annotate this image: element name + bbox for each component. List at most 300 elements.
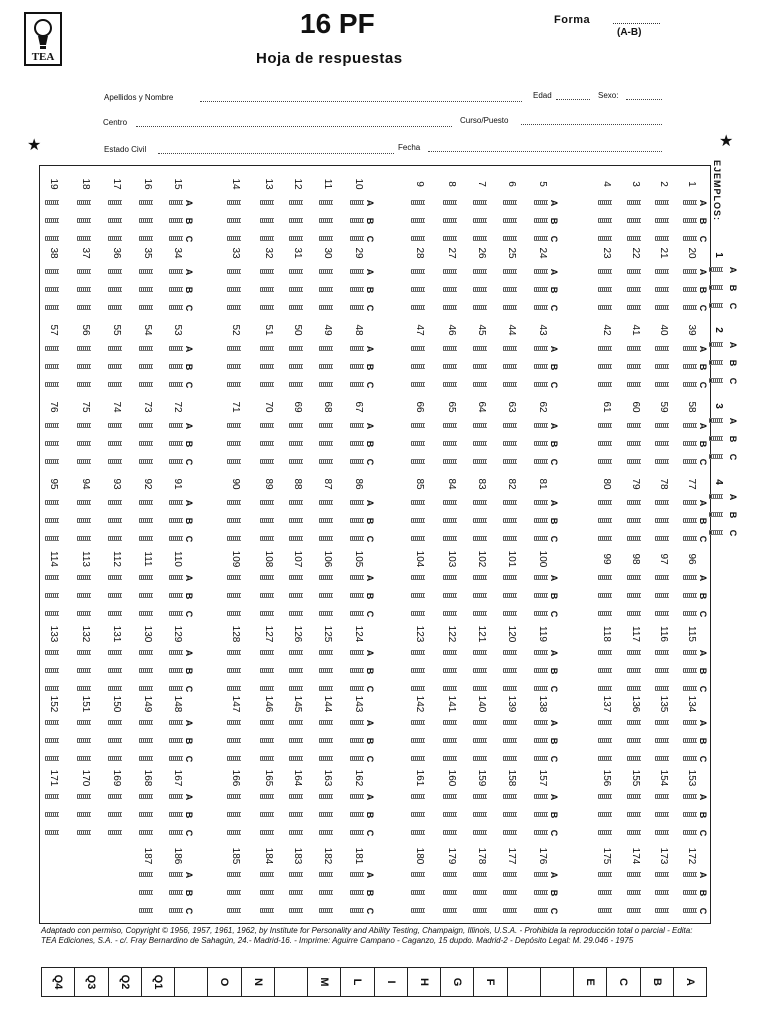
answer-bubble-c[interactable] (683, 536, 697, 541)
answer-bubble-a[interactable] (443, 423, 457, 428)
answer-bubble-a[interactable] (473, 346, 487, 351)
answer-bubble-b[interactable] (289, 593, 303, 598)
answer-bubble-a[interactable] (443, 720, 457, 725)
answer-bubble-a[interactable] (139, 650, 153, 655)
answer-bubble-a[interactable] (45, 500, 59, 505)
answer-bubble-a[interactable] (289, 575, 303, 580)
answer-bubble-a[interactable] (411, 650, 425, 655)
answer-bubble-c[interactable] (627, 908, 641, 913)
answer-bubble-b[interactable] (598, 593, 612, 598)
answer-bubble-b[interactable] (655, 593, 669, 598)
answer-bubble-b[interactable] (45, 218, 59, 223)
answer-bubble-b[interactable] (683, 364, 697, 369)
answer-bubble-c[interactable] (503, 536, 517, 541)
answer-bubble-b[interactable] (227, 890, 241, 895)
answer-bubble-c[interactable] (598, 382, 612, 387)
answer-bubble-b[interactable] (260, 668, 274, 673)
answer-bubble-a[interactable] (260, 200, 274, 205)
answer-bubble-a[interactable] (108, 200, 122, 205)
answer-bubble-a[interactable] (45, 794, 59, 799)
answer-bubble-c[interactable] (289, 830, 303, 835)
answer-bubble-c[interactable] (260, 305, 274, 310)
answer-bubble-a[interactable] (289, 200, 303, 205)
answer-bubble-c[interactable] (108, 536, 122, 541)
answer-bubble-b[interactable] (45, 593, 59, 598)
answer-bubble-a[interactable] (350, 200, 364, 205)
factor-cell[interactable] (109, 968, 142, 996)
answer-bubble-c[interactable] (655, 908, 669, 913)
answer-bubble-b[interactable] (319, 593, 333, 598)
answer-bubble-b[interactable] (169, 593, 183, 598)
answer-bubble-c[interactable] (473, 536, 487, 541)
answer-bubble-c[interactable] (45, 756, 59, 761)
answer-bubble-b[interactable] (473, 441, 487, 446)
factor-cell[interactable] (42, 968, 75, 996)
answer-bubble-b[interactable] (598, 738, 612, 743)
answer-bubble-c[interactable] (350, 382, 364, 387)
factor-cell[interactable] (641, 968, 674, 996)
answer-bubble-c[interactable] (260, 382, 274, 387)
answer-bubble-a[interactable] (319, 872, 333, 877)
answer-bubble-a[interactable] (289, 794, 303, 799)
answer-bubble-b[interactable] (260, 364, 274, 369)
answer-bubble-b[interactable] (683, 890, 697, 895)
answer-bubble-b[interactable] (350, 890, 364, 895)
answer-bubble-a[interactable] (139, 872, 153, 877)
answer-bubble-c[interactable] (683, 908, 697, 913)
answer-bubble-c[interactable] (627, 611, 641, 616)
answer-bubble-b[interactable] (598, 812, 612, 817)
answer-bubble-c[interactable] (260, 830, 274, 835)
answer-bubble-b[interactable] (319, 812, 333, 817)
answer-bubble-b[interactable] (443, 738, 457, 743)
answer-bubble-b[interactable] (45, 441, 59, 446)
answer-bubble-b[interactable] (473, 890, 487, 895)
answer-bubble-c[interactable] (227, 536, 241, 541)
answer-bubble-b[interactable] (289, 668, 303, 673)
answer-bubble-c[interactable] (503, 908, 517, 913)
answer-bubble-a[interactable] (655, 500, 669, 505)
answer-bubble-c[interactable] (77, 756, 91, 761)
answer-bubble-a[interactable] (627, 346, 641, 351)
answer-bubble-c[interactable] (627, 536, 641, 541)
answer-bubble-b[interactable] (77, 518, 91, 523)
answer-bubble-b[interactable] (139, 218, 153, 223)
answer-bubble-c[interactable] (411, 305, 425, 310)
factor-cell[interactable] (341, 968, 374, 996)
answer-bubble-c[interactable] (77, 830, 91, 835)
answer-bubble-c[interactable] (45, 459, 59, 464)
nombre-field[interactable] (200, 101, 522, 102)
example-bubble-a[interactable] (709, 494, 723, 499)
answer-bubble-c[interactable] (289, 611, 303, 616)
answer-bubble-a[interactable] (627, 720, 641, 725)
answer-bubble-b[interactable] (169, 518, 183, 523)
answer-bubble-a[interactable] (260, 872, 274, 877)
answer-bubble-a[interactable] (503, 720, 517, 725)
answer-bubble-a[interactable] (350, 346, 364, 351)
answer-bubble-c[interactable] (411, 536, 425, 541)
answer-bubble-c[interactable] (411, 382, 425, 387)
answer-bubble-c[interactable] (227, 611, 241, 616)
answer-bubble-a[interactable] (108, 423, 122, 428)
answer-bubble-c[interactable] (350, 611, 364, 616)
answer-bubble-c[interactable] (139, 830, 153, 835)
answer-bubble-b[interactable] (534, 738, 548, 743)
answer-bubble-b[interactable] (289, 441, 303, 446)
factor-cell[interactable] (508, 968, 541, 996)
answer-bubble-b[interactable] (260, 218, 274, 223)
answer-bubble-b[interactable] (350, 287, 364, 292)
answer-bubble-c[interactable] (350, 536, 364, 541)
answer-bubble-c[interactable] (45, 305, 59, 310)
answer-bubble-a[interactable] (108, 650, 122, 655)
answer-bubble-a[interactable] (683, 269, 697, 274)
answer-bubble-a[interactable] (411, 200, 425, 205)
answer-bubble-a[interactable] (289, 423, 303, 428)
answer-bubble-a[interactable] (260, 720, 274, 725)
answer-bubble-a[interactable] (45, 720, 59, 725)
answer-bubble-b[interactable] (77, 593, 91, 598)
answer-bubble-a[interactable] (683, 650, 697, 655)
answer-bubble-c[interactable] (108, 830, 122, 835)
answer-bubble-b[interactable] (260, 890, 274, 895)
answer-bubble-b[interactable] (77, 287, 91, 292)
answer-bubble-c[interactable] (534, 382, 548, 387)
answer-bubble-a[interactable] (411, 423, 425, 428)
answer-bubble-a[interactable] (683, 200, 697, 205)
answer-bubble-c[interactable] (139, 536, 153, 541)
answer-bubble-a[interactable] (227, 500, 241, 505)
answer-bubble-a[interactable] (534, 269, 548, 274)
answer-bubble-b[interactable] (289, 738, 303, 743)
answer-bubble-c[interactable] (350, 830, 364, 835)
answer-bubble-b[interactable] (350, 364, 364, 369)
answer-bubble-b[interactable] (411, 812, 425, 817)
answer-bubble-a[interactable] (598, 794, 612, 799)
answer-bubble-a[interactable] (473, 720, 487, 725)
answer-bubble-c[interactable] (108, 756, 122, 761)
factor-cell[interactable] (408, 968, 441, 996)
answer-bubble-b[interactable] (534, 364, 548, 369)
answer-bubble-a[interactable] (411, 346, 425, 351)
answer-bubble-c[interactable] (473, 756, 487, 761)
answer-bubble-b[interactable] (227, 738, 241, 743)
answer-bubble-a[interactable] (411, 500, 425, 505)
answer-bubble-a[interactable] (289, 872, 303, 877)
answer-bubble-b[interactable] (139, 668, 153, 673)
answer-bubble-a[interactable] (45, 346, 59, 351)
example-bubble-a[interactable] (709, 267, 723, 272)
answer-bubble-c[interactable] (503, 611, 517, 616)
answer-bubble-b[interactable] (319, 364, 333, 369)
answer-bubble-a[interactable] (598, 575, 612, 580)
answer-bubble-c[interactable] (598, 611, 612, 616)
answer-bubble-b[interactable] (77, 738, 91, 743)
answer-bubble-c[interactable] (473, 459, 487, 464)
estado-civil-field[interactable] (158, 153, 394, 154)
answer-bubble-b[interactable] (655, 668, 669, 673)
answer-bubble-b[interactable] (108, 738, 122, 743)
answer-bubble-c[interactable] (169, 536, 183, 541)
answer-bubble-c[interactable] (598, 830, 612, 835)
answer-bubble-a[interactable] (289, 650, 303, 655)
answer-bubble-c[interactable] (503, 756, 517, 761)
answer-bubble-b[interactable] (503, 593, 517, 598)
answer-bubble-b[interactable] (598, 218, 612, 223)
answer-bubble-b[interactable] (655, 364, 669, 369)
answer-bubble-c[interactable] (534, 611, 548, 616)
answer-bubble-c[interactable] (139, 908, 153, 913)
answer-bubble-c[interactable] (598, 536, 612, 541)
answer-bubble-b[interactable] (350, 593, 364, 598)
answer-bubble-b[interactable] (227, 812, 241, 817)
answer-bubble-c[interactable] (169, 756, 183, 761)
answer-bubble-b[interactable] (655, 812, 669, 817)
answer-bubble-b[interactable] (260, 738, 274, 743)
answer-bubble-c[interactable] (260, 611, 274, 616)
answer-bubble-a[interactable] (227, 720, 241, 725)
answer-bubble-c[interactable] (139, 756, 153, 761)
answer-bubble-c[interactable] (443, 459, 457, 464)
answer-bubble-b[interactable] (534, 812, 548, 817)
answer-bubble-b[interactable] (598, 668, 612, 673)
answer-bubble-a[interactable] (443, 269, 457, 274)
answer-bubble-a[interactable] (319, 575, 333, 580)
factor-cell[interactable] (474, 968, 507, 996)
answer-bubble-a[interactable] (319, 650, 333, 655)
answer-bubble-a[interactable] (683, 794, 697, 799)
answer-bubble-b[interactable] (77, 218, 91, 223)
answer-bubble-c[interactable] (227, 459, 241, 464)
answer-bubble-b[interactable] (627, 738, 641, 743)
answer-bubble-a[interactable] (77, 720, 91, 725)
answer-bubble-c[interactable] (289, 536, 303, 541)
answer-bubble-a[interactable] (350, 423, 364, 428)
answer-bubble-a[interactable] (45, 200, 59, 205)
answer-bubble-b[interactable] (139, 890, 153, 895)
answer-bubble-c[interactable] (503, 305, 517, 310)
answer-bubble-a[interactable] (655, 269, 669, 274)
answer-bubble-a[interactable] (443, 650, 457, 655)
answer-bubble-a[interactable] (655, 872, 669, 877)
answer-bubble-a[interactable] (260, 423, 274, 428)
answer-bubble-b[interactable] (655, 518, 669, 523)
factor-cell[interactable] (308, 968, 341, 996)
answer-bubble-a[interactable] (627, 872, 641, 877)
answer-bubble-a[interactable] (443, 500, 457, 505)
sexo-field[interactable] (626, 99, 662, 100)
answer-bubble-c[interactable] (411, 756, 425, 761)
answer-bubble-a[interactable] (77, 346, 91, 351)
answer-bubble-c[interactable] (289, 908, 303, 913)
answer-bubble-a[interactable] (683, 423, 697, 428)
answer-bubble-a[interactable] (534, 423, 548, 428)
answer-bubble-c[interactable] (260, 536, 274, 541)
answer-bubble-a[interactable] (534, 720, 548, 725)
answer-bubble-b[interactable] (350, 218, 364, 223)
answer-bubble-a[interactable] (411, 575, 425, 580)
answer-bubble-a[interactable] (227, 794, 241, 799)
answer-bubble-b[interactable] (683, 218, 697, 223)
answer-bubble-c[interactable] (473, 908, 487, 913)
answer-bubble-a[interactable] (45, 423, 59, 428)
answer-bubble-c[interactable] (473, 830, 487, 835)
answer-bubble-c[interactable] (227, 830, 241, 835)
answer-bubble-b[interactable] (411, 441, 425, 446)
answer-bubble-a[interactable] (319, 500, 333, 505)
answer-bubble-a[interactable] (598, 423, 612, 428)
answer-bubble-b[interactable] (108, 668, 122, 673)
answer-bubble-a[interactable] (319, 720, 333, 725)
answer-bubble-a[interactable] (260, 794, 274, 799)
answer-bubble-b[interactable] (139, 738, 153, 743)
answer-bubble-a[interactable] (655, 575, 669, 580)
answer-bubble-c[interactable] (655, 756, 669, 761)
answer-bubble-c[interactable] (108, 611, 122, 616)
answer-bubble-a[interactable] (598, 650, 612, 655)
answer-bubble-b[interactable] (45, 668, 59, 673)
answer-bubble-c[interactable] (169, 382, 183, 387)
answer-bubble-b[interactable] (289, 364, 303, 369)
answer-bubble-a[interactable] (139, 200, 153, 205)
answer-bubble-b[interactable] (108, 593, 122, 598)
answer-bubble-c[interactable] (683, 459, 697, 464)
answer-bubble-a[interactable] (534, 650, 548, 655)
answer-bubble-c[interactable] (534, 305, 548, 310)
answer-bubble-c[interactable] (443, 536, 457, 541)
factor-cell[interactable] (574, 968, 607, 996)
answer-bubble-b[interactable] (443, 218, 457, 223)
answer-bubble-a[interactable] (443, 872, 457, 877)
answer-bubble-a[interactable] (627, 650, 641, 655)
answer-bubble-b[interactable] (169, 287, 183, 292)
answer-bubble-a[interactable] (169, 720, 183, 725)
answer-bubble-a[interactable] (260, 575, 274, 580)
answer-bubble-b[interactable] (289, 218, 303, 223)
example-bubble-a[interactable] (709, 342, 723, 347)
answer-bubble-b[interactable] (319, 518, 333, 523)
answer-bubble-a[interactable] (473, 269, 487, 274)
answer-bubble-a[interactable] (45, 269, 59, 274)
answer-bubble-a[interactable] (169, 423, 183, 428)
answer-bubble-a[interactable] (598, 269, 612, 274)
answer-bubble-b[interactable] (443, 668, 457, 673)
fecha-field[interactable] (428, 151, 662, 152)
answer-bubble-c[interactable] (227, 908, 241, 913)
answer-bubble-b[interactable] (139, 593, 153, 598)
answer-bubble-b[interactable] (350, 738, 364, 743)
answer-bubble-c[interactable] (45, 382, 59, 387)
answer-bubble-a[interactable] (77, 575, 91, 580)
example-bubble-c[interactable] (709, 454, 723, 459)
answer-bubble-a[interactable] (139, 423, 153, 428)
answer-bubble-c[interactable] (627, 382, 641, 387)
answer-bubble-b[interactable] (227, 287, 241, 292)
answer-bubble-b[interactable] (411, 364, 425, 369)
answer-bubble-b[interactable] (108, 287, 122, 292)
answer-bubble-a[interactable] (169, 794, 183, 799)
answer-bubble-a[interactable] (139, 720, 153, 725)
answer-bubble-b[interactable] (503, 218, 517, 223)
answer-bubble-b[interactable] (169, 218, 183, 223)
answer-bubble-a[interactable] (169, 200, 183, 205)
answer-bubble-a[interactable] (443, 575, 457, 580)
answer-bubble-c[interactable] (473, 382, 487, 387)
answer-bubble-c[interactable] (139, 305, 153, 310)
answer-bubble-c[interactable] (683, 305, 697, 310)
answer-bubble-a[interactable] (139, 500, 153, 505)
answer-bubble-c[interactable] (627, 305, 641, 310)
answer-bubble-b[interactable] (655, 287, 669, 292)
answer-bubble-c[interactable] (655, 382, 669, 387)
answer-bubble-c[interactable] (350, 756, 364, 761)
answer-bubble-b[interactable] (503, 287, 517, 292)
answer-bubble-c[interactable] (683, 830, 697, 835)
answer-bubble-b[interactable] (319, 668, 333, 673)
answer-bubble-a[interactable] (108, 346, 122, 351)
answer-bubble-a[interactable] (683, 500, 697, 505)
factor-cell[interactable] (541, 968, 574, 996)
answer-bubble-a[interactable] (319, 423, 333, 428)
answer-bubble-c[interactable] (169, 908, 183, 913)
answer-bubble-a[interactable] (108, 269, 122, 274)
answer-bubble-c[interactable] (169, 305, 183, 310)
answer-bubble-c[interactable] (627, 830, 641, 835)
curso-field[interactable] (521, 124, 662, 125)
answer-bubble-b[interactable] (350, 812, 364, 817)
answer-bubble-b[interactable] (169, 890, 183, 895)
answer-bubble-b[interactable] (598, 441, 612, 446)
answer-bubble-c[interactable] (260, 459, 274, 464)
answer-bubble-b[interactable] (108, 518, 122, 523)
answer-bubble-b[interactable] (655, 890, 669, 895)
factor-cell[interactable] (242, 968, 275, 996)
answer-bubble-a[interactable] (319, 794, 333, 799)
answer-bubble-a[interactable] (350, 720, 364, 725)
answer-bubble-a[interactable] (534, 200, 548, 205)
answer-bubble-a[interactable] (319, 269, 333, 274)
answer-bubble-b[interactable] (683, 518, 697, 523)
answer-bubble-a[interactable] (350, 872, 364, 877)
answer-bubble-b[interactable] (411, 738, 425, 743)
answer-bubble-c[interactable] (443, 756, 457, 761)
answer-bubble-b[interactable] (411, 593, 425, 598)
answer-bubble-c[interactable] (534, 908, 548, 913)
answer-bubble-a[interactable] (534, 575, 548, 580)
answer-bubble-a[interactable] (139, 346, 153, 351)
factor-cell[interactable] (75, 968, 108, 996)
answer-bubble-b[interactable] (227, 593, 241, 598)
answer-bubble-b[interactable] (108, 441, 122, 446)
answer-bubble-c[interactable] (45, 830, 59, 835)
answer-bubble-a[interactable] (503, 575, 517, 580)
answer-bubble-c[interactable] (319, 536, 333, 541)
answer-bubble-b[interactable] (473, 668, 487, 673)
answer-bubble-b[interactable] (350, 668, 364, 673)
answer-bubble-b[interactable] (443, 287, 457, 292)
answer-bubble-b[interactable] (260, 593, 274, 598)
answer-bubble-a[interactable] (227, 423, 241, 428)
answer-bubble-b[interactable] (169, 441, 183, 446)
answer-bubble-a[interactable] (443, 346, 457, 351)
answer-bubble-a[interactable] (350, 575, 364, 580)
centro-field[interactable] (136, 126, 452, 127)
answer-bubble-b[interactable] (534, 441, 548, 446)
answer-bubble-c[interactable] (289, 382, 303, 387)
example-bubble-b[interactable] (709, 360, 723, 365)
example-bubble-b[interactable] (709, 285, 723, 290)
